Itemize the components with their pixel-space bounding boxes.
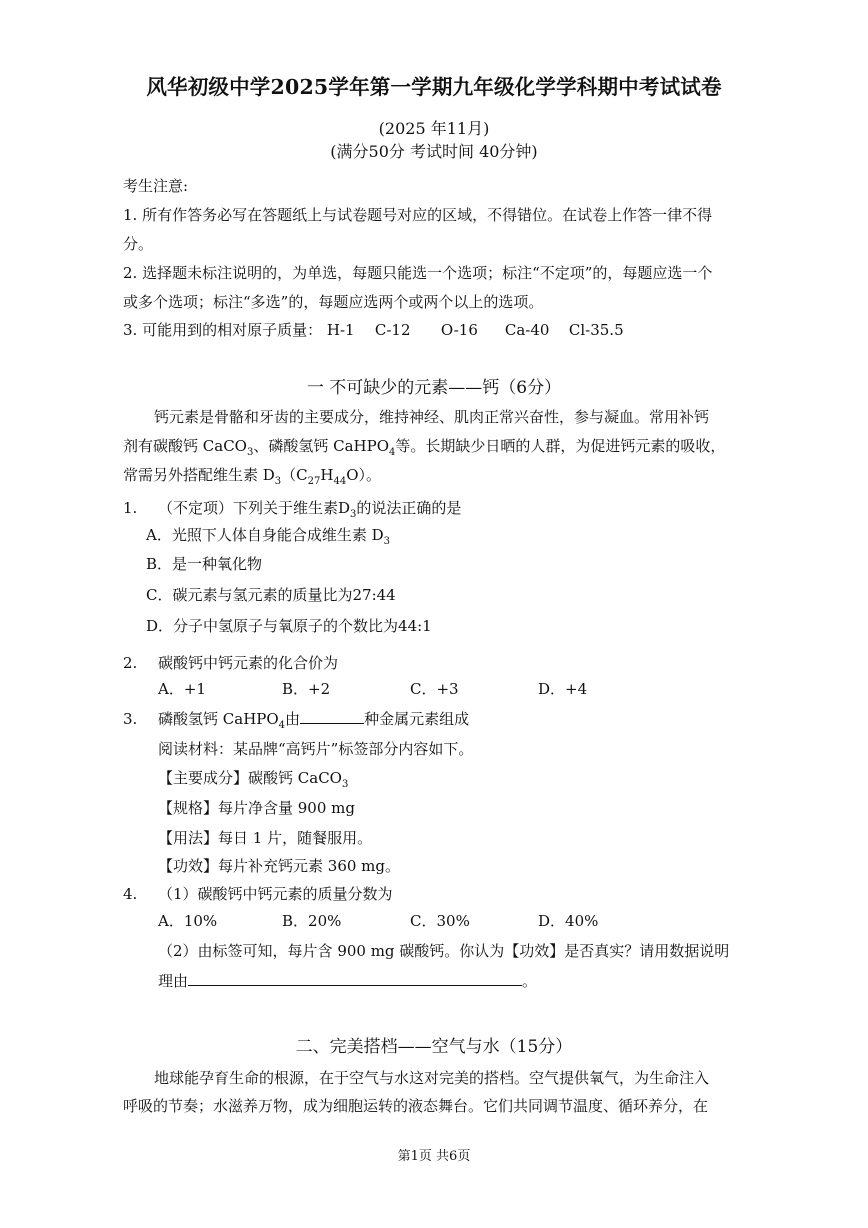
q1-stem <box>158 497 461 519</box>
section-2-para-line-1: 地球能孕育生命的根源，在于空气与水这对完美的搭档。空气提供氧气，为生命注入 <box>154 1069 710 1087</box>
exam-date: (2025 年11月) <box>378 119 490 138</box>
reading-label-effect: 【功效】每片补充钙元素 360 mg。 <box>158 857 400 875</box>
subscript: 27 <box>307 476 321 487</box>
subscript: 4 <box>278 720 286 731</box>
q1-number: 1. <box>123 499 138 517</box>
q4-part-2: （2）由标签可知，每片含 900 mg 碳酸钙。你认为【功效】是否真实？请用数据说明 <box>158 942 730 960</box>
atomic-mass-ca: Ca-40 <box>504 321 550 339</box>
q1-option-d: D．分子中氢原子与氧原子的个数比为44:1 <box>146 617 432 635</box>
notice-item-3-label: 3. 可能用到的相对原子质量： <box>123 321 323 339</box>
atomic-mass-o: O-16 <box>440 321 478 339</box>
q3-stem <box>158 708 469 730</box>
notice-heading: 考生注意: <box>123 177 189 195</box>
q2-option-c: C．+3 <box>410 680 459 698</box>
q4-option-c: C．30% <box>410 912 470 930</box>
q2-option-a: A．+1 <box>158 680 206 698</box>
section-1-para-line-1: 钙元素是骨骼和牙齿的主要成分，维持神经、肌肉正常兴奋性，参与凝血。常用补钙 <box>154 408 710 426</box>
text-cahpo4: 、磷酸氢钙 CaHPO <box>253 437 390 455</box>
reading-label-usage: 【用法】每日 1 片，随餐服用。 <box>158 829 373 847</box>
text-formula-open: （C <box>281 466 308 484</box>
text-rest: 等。长期缺少日晒的人群，为促进钙元素的吸收， <box>395 437 726 455</box>
atomic-mass-h: H-1 <box>326 321 355 339</box>
q4-option-b: B．20% <box>282 912 342 930</box>
q1-option-a-text: A．光照下人体自身能合成维生素 D <box>146 526 384 544</box>
q4-answer-blank[interactable] <box>188 970 522 986</box>
q4-option-a: A．10% <box>158 912 218 930</box>
q3-stem-b: 由 <box>285 710 301 728</box>
subscript: 3 <box>274 476 282 487</box>
reading-label-spec: 【规格】每片净含量 900 mg <box>158 799 355 817</box>
q4-part-1: （1）碳酸钙中钙元素的质量分数为 <box>158 885 393 903</box>
exam-meta: (满分50分 考试时间 40分钟) <box>330 142 538 161</box>
q1-stem-text: （不定项）下列关于维生素D <box>158 499 351 517</box>
q4-part-2-reason <box>158 970 537 992</box>
subscript: 3 <box>246 447 254 458</box>
q4-reason-end: 。 <box>522 972 538 990</box>
section-1-para-line-3 <box>123 464 381 486</box>
text-caco3: 剂有碳酸钙 CaCO <box>123 437 247 455</box>
q3-stem-c: 种金属元素组成 <box>364 710 470 728</box>
q2-option-b: B．+2 <box>282 680 331 698</box>
subscript: 4 <box>389 447 396 458</box>
q3-answer-blank[interactable] <box>300 708 364 724</box>
exam-title: 风华初级中学2025学年第一学期九年级化学学科期中考试试卷 <box>146 75 722 99</box>
notice-item-1-cont: 分。 <box>123 235 154 253</box>
q4-reason-label: 理由 <box>158 972 189 990</box>
atomic-mass-cl: Cl-35.5 <box>568 321 624 339</box>
section-1-heading: 一 不可缺少的元素——钙（6分） <box>306 378 562 398</box>
subscript: 3 <box>383 536 391 547</box>
section-2-para-line-2: 呼吸的节奏；水滋养万物，成为细胞运转的液态舞台。它们共同调节温度、循环养分，在 <box>123 1097 709 1115</box>
q2-option-d: D．+4 <box>538 680 588 698</box>
q1-option-b: B．是一种氧化物 <box>146 555 263 573</box>
q1-stem-end: 的说法正确的是 <box>356 499 462 517</box>
q1-option-a <box>146 524 390 546</box>
q2-number: 2. <box>123 654 138 672</box>
notice-item-1: 1. 所有作答务必写在答题纸上与试卷题号对应的区域，不得错位。在试卷上作答一律不得 <box>123 206 713 224</box>
section-2-heading: 二、完美搭档——空气与水（15分） <box>295 1037 573 1057</box>
notice-item-3 <box>123 319 624 341</box>
q2-stem: 碳酸钙中钙元素的化合价为 <box>158 654 339 672</box>
notice-item-2: 2. 选择题未标注说明的，为单选，每题只能选一个选项；标注“不定项”的，每题应选一个 <box>123 264 713 282</box>
q3-number: 3. <box>123 710 138 728</box>
reading-intro: 阅读材料：某品牌“高钙片”标签部分内容如下。 <box>158 740 474 758</box>
text-formula-close: O）。 <box>346 466 382 484</box>
q4-option-d: D．40% <box>538 912 599 930</box>
subscript: 44 <box>333 476 347 487</box>
text-formula-h: H <box>320 466 334 484</box>
reading-label-ingredient-text: 【主要成分】碳酸钙 CaCO <box>158 769 342 787</box>
reading-label-ingredient <box>158 767 348 789</box>
atomic-mass-c: C-12 <box>374 321 411 339</box>
section-1-para-line-2 <box>123 435 725 457</box>
notice-item-2-cont: 或多个选项；标注“多选”的，每题应选两个或两个以上的选项。 <box>123 293 544 311</box>
q3-stem-a: 磷酸氢钙 CaHPO <box>158 710 279 728</box>
q1-option-c: C．碳元素与氢元素的质量比为27:44 <box>146 586 396 604</box>
subscript: 3 <box>341 779 349 790</box>
text-vitamin-d: 常需另外搭配维生素 D <box>123 466 275 484</box>
page-footer: 第1页 共6页 <box>397 1149 471 1164</box>
q4-number: 4. <box>123 885 138 903</box>
subscript: 3 <box>350 509 357 520</box>
